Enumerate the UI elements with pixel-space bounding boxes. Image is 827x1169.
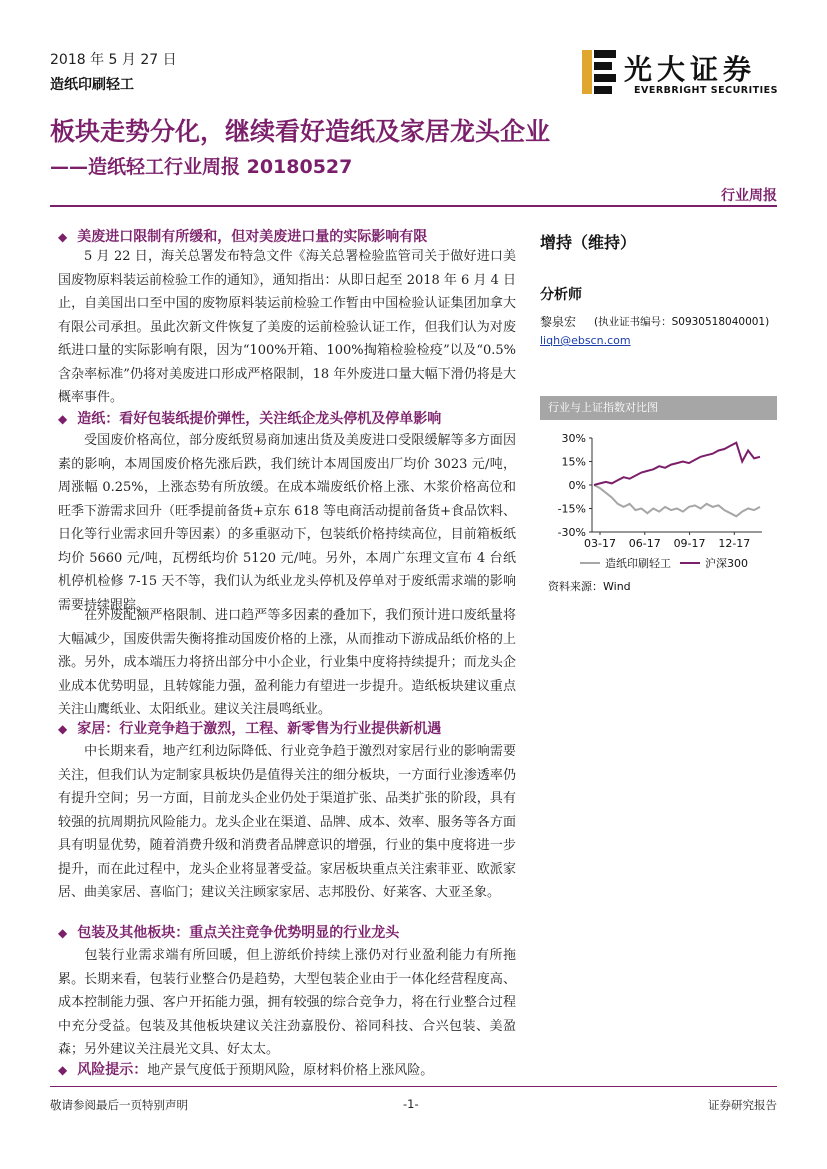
chart-x-tick-label: 09-17 [673,537,706,550]
report-type-label: 行业周报 [721,188,777,204]
chart-legend [580,556,748,570]
page-number: -1- [403,1097,419,1111]
page-title: 板块走势分化，继续看好造纸及家居龙头企业 [50,117,551,146]
header-divider [50,205,777,207]
paragraph-text: 5 月 22 日，海关总署发布特急文件《海关总署检验监管司关于做好进口美国废物原料装运前检验工作的通知》，通知指出：从即日起至 2018 年 6 月 4 日止，自美国出口至中国的废物原料装运前检验工作暂由中国检验认证集团加拿大有限公司承担。虽此次新文件恢复了美废的运前检验认证工作，但我们认为对废纸进口量的实际影响有限，因为“100%开箱、100%掏箱检验检疫”以及“0.5%含杂率标准”仍将对美废进口形成严格限制，18 年外废进口量大幅下滑仍将是大概率事件。 [58,249,516,405]
section-paragraph [58,604,516,722]
chart-legend-label: 造纸印刷轻工 [605,557,671,570]
sector-name: 造纸印刷轻工 [50,77,134,93]
paragraph-text: 受国废价格高位，部分废纸贸易商加速出货及美废进口受限缓解等多方面因素的影响，本周国废价格先涨后跌，我们统计本周国废出厂均价 3023 元/吨，周涨幅 0.25%，上涨态势有所放缓。在成本端废纸价格上涨、木浆价格高位和旺季下游需求回升（旺季提前备货+京东 618 等电商活动提前备货+食品饮料、日化等行业需求回升等因素）的多重驱动下，包装纸价格持续高位，目前箱板纸均价 5660 元/吨，瓦楞纸均价 5120 元/吨。另外，本周广东理文宣布 4 台纸机停机检修 7-15 天不等，我们认为纸业龙头停机及停单对于废纸需求端的影响需要持续跟踪。 [58,433,516,613]
section-heading-1 [58,226,427,246]
rating: 增持（维持） [540,233,637,252]
page-subtitle: ——造纸轻工行业周报 20180527 [50,156,353,178]
section-paragraph [58,944,516,1062]
section-paragraph [58,245,516,410]
chart-source: 资料来源：Wind [548,580,631,593]
footer-divider [50,1086,777,1087]
footer-report-label: 证券研究报告 [708,1098,777,1112]
chart-x-tick-label: 06-17 [628,537,661,550]
chart-x-tick-label: 12-17 [718,537,751,550]
chart-series-line-hs300 [594,443,760,485]
analyst-email-link[interactable]: liqh@ebscn.com [540,334,631,347]
chart-x-ticks [584,532,750,550]
report-date: 2018 年 5 月 27 日 [50,52,177,68]
section-heading-3 [58,718,441,738]
chart-series-line-industry [594,485,760,516]
chart-legend-label: 沪深300 [705,557,748,570]
diamond-bullet-icon: ◆ [58,926,68,940]
diamond-bullet-icon: ◆ [58,1063,68,1077]
risk-warning [58,1059,433,1079]
chart-lines [594,443,760,517]
chart-y-tick-label: 0% [568,479,586,492]
everbright-logo-icon [582,50,616,94]
chart-y-tick-label: -30% [557,526,586,539]
paragraph-text: 包装行业需求端有所回暖，但上游纸价持续上涨仍对行业盈利能力有所拖累。长期来看，包装行业整合仍是趋势，大型包装企业由于一体化经营程度高、成本控制能力强、客户开拓能力强，拥有较强的综合竞争力，将在行业整合过程中充分受益。包装及其他板块建议关注劲嘉股份、裕同科技、合兴包装、美盈森；另外建议关注晨光文具、好太太。 [58,948,516,1057]
chart-axes [592,438,762,532]
section-heading-text: 造纸：看好包装纸提价弹性，关注纸企龙头停机及停单影响 [77,411,442,427]
chart-y-tick-label: -15% [557,502,586,516]
chart-title: 行业与上证指数对比图 [540,396,777,420]
risk-text: 地产景气度低于预期风险，原材料价格上涨风险。 [147,1063,434,1078]
analyst-name: 黎泉宏 [540,315,577,329]
analyst-heading: 分析师 [540,287,582,303]
section-heading-4 [58,922,399,942]
diamond-bullet-icon: ◆ [58,412,68,426]
chart-y-tick-label: 30% [561,432,586,445]
section-heading-text: 包装及其他板块：重点关注竞争优势明显的行业龙头 [77,925,400,941]
diamond-bullet-icon: ◆ [58,230,68,244]
comparison-chart [540,426,777,576]
section-heading-text: 家居：行业竞争趋于激烈，工程、新零售为行业提供新机遇 [77,721,442,737]
section-paragraph [58,429,516,617]
footer-disclaimer: 敬请参阅最后一页特别声明 [50,1098,188,1112]
section-paragraph [58,740,516,905]
risk-label: 风险提示： [77,1062,148,1078]
paragraph-text: 中长期来看，地产红利边际降低、行业竞争趋于激烈对家居行业的影响需要关注，但我们认为定制家具板块仍是值得关注的细分板块，一方面行业渗透率仍有提升空间；另一方面，目前龙头企业仍处于渠道扩张、品类扩张的阶段，具有较强的抗周期抗风险能力。龙头企业在渠道、品牌、成本、效率、服务等各方面具有明显优势，随着消费升级和消费者品牌意识的增强，行业的集中度将进一步提升，而在此过程中，龙头企业将显著受益。家居板块重点关注索菲亚、欧派家居、曲美家居、喜临门；建议关注顾家家居、志邦股份、好莱客、大亚圣象。 [58,744,516,900]
chart-y-tick-label: 15% [561,455,586,469]
paragraph-text: 在外废配额严格限制、进口趋严等多因素的叠加下，我们预计进口废纸量将大幅减少，国废供需失衡将推动国废价格的上涨，从而推动下游成品纸价格的上涨。另外，成本端压力将挤出部分中小企业，行业集中度将持续提升；而龙头企业成本优势明显，且转嫁能力强，盈利能力有望进一步提升。造纸板块建议重点关注山鹰纸业、太阳纸业。建议关注晨鸣纸业。 [58,608,516,717]
logo-text-en: EVERBRIGHT SECURITIES [634,85,778,96]
chart-y-ticks [558,432,592,539]
chart-x-tick-label: 03-17 [584,537,616,550]
section-heading-text: 美废进口限制有所缓和，但对美废进口量的实际影响有限 [77,229,428,245]
diamond-bullet-icon: ◆ [58,722,68,736]
section-heading-2 [58,408,441,428]
analyst-cert: (执业证书编号：S0930518040001) [594,316,770,328]
logo-text-cn: 光大证券 [624,53,757,86]
